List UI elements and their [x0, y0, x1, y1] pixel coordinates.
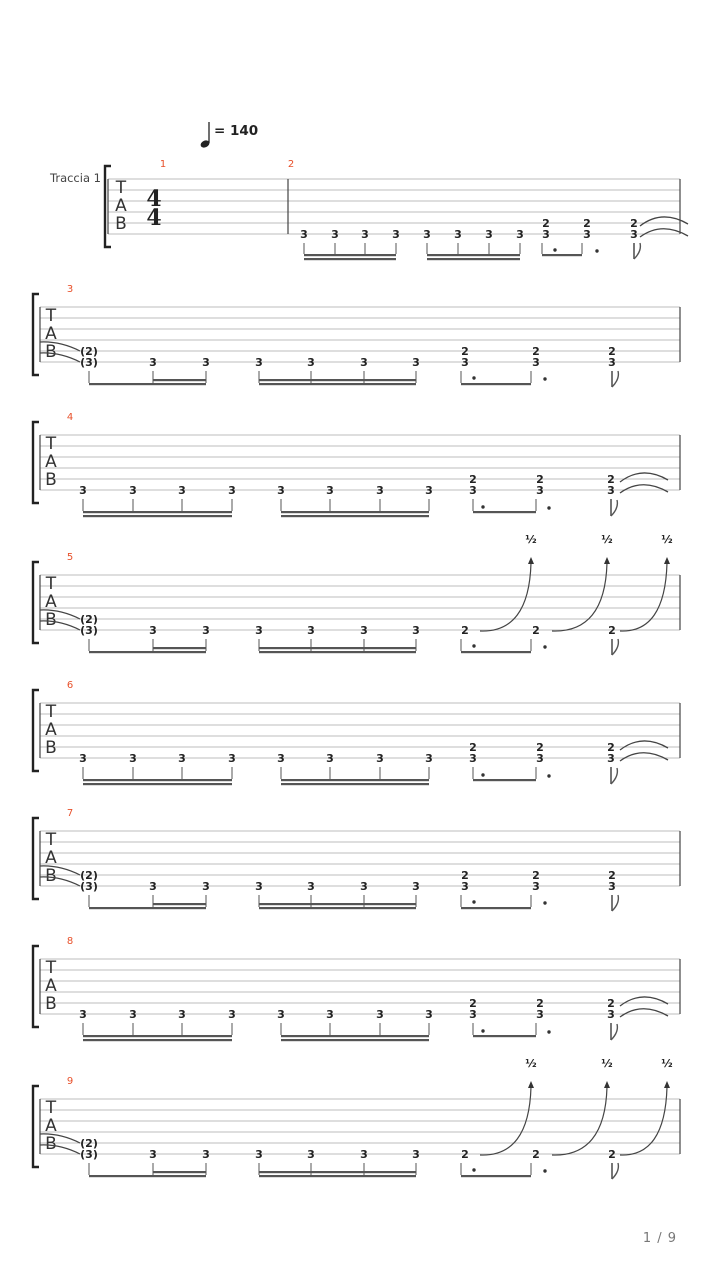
fret-number: 3: [536, 752, 544, 765]
fret-number: 3: [536, 1008, 544, 1021]
beam: [427, 254, 520, 256]
fret-number: 2: [461, 624, 469, 637]
beam: [427, 258, 520, 260]
fret-number: 3: [307, 356, 315, 369]
measure-number: 4: [66, 412, 74, 423]
fret-number: 3: [376, 484, 384, 497]
tie-out: [620, 1009, 668, 1017]
fret-number: 3: [255, 1148, 263, 1161]
fret-number: 3: [630, 228, 638, 241]
page-indicator: 1 / 9: [642, 1231, 677, 1246]
beam: [304, 254, 396, 256]
fret-number: 3: [469, 1008, 477, 1021]
tab-letter: T: [45, 830, 57, 850]
beam: [259, 651, 416, 653]
beam: [281, 1035, 429, 1037]
dot: [547, 774, 550, 777]
fret-number: 3: [331, 228, 339, 241]
measure-number: 9: [66, 1076, 74, 1087]
fret-number: 3: [277, 752, 285, 765]
fret-number: 3: [255, 624, 263, 637]
system-bracket: [33, 946, 39, 1027]
fret-number: 3: [326, 484, 334, 497]
beam: [259, 907, 416, 909]
beam: [259, 383, 416, 385]
fret-number: 3: [326, 1008, 334, 1021]
fret-number: 2: [607, 473, 615, 486]
dot: [595, 249, 598, 252]
fret-number: 3: [307, 1148, 315, 1161]
tab-letter: A: [115, 196, 127, 216]
tab-letter: A: [45, 720, 57, 740]
tab-letter: B: [45, 342, 57, 362]
fret-number: 3: [376, 752, 384, 765]
fret-number: 3: [454, 228, 462, 241]
bend-label: ½: [525, 1057, 537, 1070]
tab-letter: A: [45, 452, 57, 472]
beam: [83, 1039, 232, 1041]
beam: [461, 907, 531, 909]
beam: [89, 907, 206, 909]
system-3: [33, 284, 680, 387]
fret-number: 2: [469, 473, 477, 486]
beam: [281, 1039, 429, 1041]
tab-letter: T: [45, 574, 57, 594]
system-5: [33, 533, 680, 655]
fret-number: 3: [412, 624, 420, 637]
beam: [89, 1175, 206, 1177]
fret-number: 3: [149, 624, 157, 637]
bend-arrow-icon: [664, 557, 670, 564]
beam: [281, 511, 429, 513]
dot: [543, 1169, 546, 1172]
beam: [153, 647, 206, 649]
tab-letter: B: [45, 470, 57, 490]
tab-letter: B: [115, 214, 127, 234]
bend-label: ½: [661, 533, 673, 546]
measure-number: 8: [66, 936, 74, 947]
fret-number: 3: [392, 228, 400, 241]
bend-label: ½: [525, 533, 537, 546]
fret-number: 3: [360, 1148, 368, 1161]
dot: [547, 1030, 550, 1033]
tied-fret: (2): [80, 613, 98, 626]
beam: [461, 651, 531, 653]
track-name: Traccia 1: [50, 171, 101, 185]
tab-letter: T: [115, 178, 127, 198]
beam: [83, 1035, 232, 1037]
fret-number: 3: [425, 752, 433, 765]
tied-fret: (3): [80, 880, 98, 893]
fret-number: 3: [412, 1148, 420, 1161]
fret-number: 2: [532, 1148, 540, 1161]
system-8: [33, 936, 680, 1041]
measure-number: 2: [287, 159, 295, 170]
fret-number: 2: [536, 997, 544, 1010]
system-bracket: [33, 294, 39, 375]
measure-number: 1: [159, 159, 167, 170]
bend-label: ½: [661, 1057, 673, 1070]
bend-label: ½: [601, 1057, 613, 1070]
system-4: [33, 412, 680, 517]
dot: [472, 900, 475, 903]
dot: [472, 644, 475, 647]
fret-number: 3: [277, 1008, 285, 1021]
tab-letter: B: [45, 1134, 57, 1154]
fret-number: 3: [412, 356, 420, 369]
system-bracket: [33, 690, 39, 771]
tie-out: [620, 473, 668, 482]
time-signature-top: 4: [146, 186, 162, 212]
fret-number: 2: [532, 624, 540, 637]
beam: [461, 1175, 531, 1177]
beam: [153, 379, 206, 381]
beam: [83, 779, 232, 781]
tie-out: [640, 229, 688, 237]
fret-number: 2: [469, 997, 477, 1010]
bend-label: ½: [601, 533, 613, 546]
fret-number: 3: [542, 228, 550, 241]
tab-letter: T: [45, 958, 57, 978]
tempo-value: = 140: [214, 123, 259, 139]
flag: [611, 768, 617, 784]
measure-number: 3: [66, 284, 74, 295]
tie-out: [620, 741, 668, 750]
fret-number: 3: [532, 356, 540, 369]
fret-number: 3: [326, 752, 334, 765]
bend-arrow-icon: [528, 557, 534, 564]
tab-letter: B: [45, 994, 57, 1014]
tab-letter: B: [45, 610, 57, 630]
fret-number: 3: [129, 1008, 137, 1021]
fret-number: 2: [607, 997, 615, 1010]
fret-number: 3: [376, 1008, 384, 1021]
fret-number: 3: [608, 880, 616, 893]
dot: [481, 505, 484, 508]
fret-number: 2: [608, 1148, 616, 1161]
fret-number: 3: [178, 752, 186, 765]
fret-number: 3: [228, 484, 236, 497]
fret-number: 3: [228, 1008, 236, 1021]
fret-number: 3: [360, 880, 368, 893]
fret-number: 3: [202, 624, 210, 637]
fret-number: 3: [536, 484, 544, 497]
beam: [259, 647, 416, 649]
dot: [547, 506, 550, 509]
tab-letter: T: [45, 434, 57, 454]
fret-number: 2: [461, 869, 469, 882]
fret-number: 2: [536, 741, 544, 754]
tab-letter: B: [45, 738, 57, 758]
system-7: [33, 808, 680, 911]
beam: [281, 515, 429, 517]
tab-letter: B: [45, 866, 57, 886]
tied-fret: (3): [80, 356, 98, 369]
beam: [89, 383, 206, 385]
fret-number: 3: [425, 1008, 433, 1021]
fret-number: 3: [129, 752, 137, 765]
tie-out: [620, 753, 668, 761]
fret-number: 3: [149, 356, 157, 369]
fret-number: 2: [461, 1148, 469, 1161]
fret-number: 3: [79, 1008, 87, 1021]
tie-out: [620, 485, 668, 493]
beam: [89, 651, 206, 653]
bend-arrow-icon: [604, 557, 610, 564]
dot: [481, 1029, 484, 1032]
fret-number: 2: [607, 741, 615, 754]
beam: [473, 1035, 536, 1037]
fret-number: 2: [608, 869, 616, 882]
tied-fret: (2): [80, 345, 98, 358]
fret-number: 3: [202, 880, 210, 893]
fret-number: 3: [516, 228, 524, 241]
fret-number: 3: [485, 228, 493, 241]
beam: [259, 379, 416, 381]
fret-number: 3: [255, 356, 263, 369]
system-bracket: [33, 818, 39, 899]
fret-number: 3: [307, 624, 315, 637]
fret-number: 3: [277, 484, 285, 497]
flag: [612, 639, 618, 655]
system-6: [33, 680, 680, 785]
fret-number: 3: [425, 484, 433, 497]
fret-number: 3: [583, 228, 591, 241]
beam: [304, 258, 396, 260]
beam: [153, 903, 206, 905]
bend-arrow-icon: [604, 1081, 610, 1088]
bend-arrow-icon: [664, 1081, 670, 1088]
fret-number: 3: [412, 880, 420, 893]
tie-out: [640, 217, 688, 226]
beam: [83, 515, 232, 517]
flag: [612, 895, 618, 911]
fret-number: 3: [228, 752, 236, 765]
beam: [461, 383, 531, 385]
beam: [153, 1171, 206, 1173]
fret-number: 2: [536, 473, 544, 486]
fret-number: 2: [542, 217, 550, 230]
fret-number: 3: [202, 356, 210, 369]
system-1: [105, 159, 688, 260]
bend-arrow-icon: [528, 1081, 534, 1088]
dot: [472, 1168, 475, 1171]
tied-fret: (2): [80, 1137, 98, 1150]
fret-number: 3: [202, 1148, 210, 1161]
beam: [259, 903, 416, 905]
fret-number: 3: [608, 356, 616, 369]
fret-number: 3: [178, 484, 186, 497]
tied-fret: (3): [80, 624, 98, 637]
dot: [543, 377, 546, 380]
dot: [481, 773, 484, 776]
fret-number: 3: [469, 752, 477, 765]
fret-number: 3: [361, 228, 369, 241]
flag: [612, 1163, 618, 1179]
fret-number: 3: [307, 880, 315, 893]
beam: [281, 783, 429, 785]
tab-letter: A: [45, 592, 57, 612]
flag: [611, 1024, 617, 1040]
fret-number: 3: [461, 880, 469, 893]
tab-letter: T: [45, 306, 57, 326]
fret-number: 2: [532, 869, 540, 882]
system-9: [33, 1057, 680, 1179]
measure-number: 6: [66, 680, 74, 691]
system-bracket: [33, 1086, 39, 1167]
fret-number: 2: [608, 624, 616, 637]
fret-number: 3: [532, 880, 540, 893]
fret-number: 2: [608, 345, 616, 358]
dot: [472, 376, 475, 379]
fret-number: 3: [607, 484, 615, 497]
beam: [281, 779, 429, 781]
beam: [259, 1171, 416, 1173]
tied-fret: (3): [80, 1148, 98, 1161]
tied-fret: (2): [80, 869, 98, 882]
fret-number: 2: [461, 345, 469, 358]
fret-number: 2: [469, 741, 477, 754]
fret-number: 3: [149, 1148, 157, 1161]
fret-number: 3: [469, 484, 477, 497]
system-bracket: [33, 422, 39, 503]
fret-number: 3: [255, 880, 263, 893]
fret-number: 3: [149, 880, 157, 893]
dot: [543, 901, 546, 904]
measure-number: 5: [66, 552, 74, 563]
system-bracket: [33, 562, 39, 643]
beam: [473, 779, 536, 781]
tab-letter: A: [45, 1116, 57, 1136]
tab-letter: T: [45, 702, 57, 722]
tab-letter: T: [45, 1098, 57, 1118]
fret-number: 3: [79, 484, 87, 497]
fret-number: 3: [178, 1008, 186, 1021]
fret-number: 3: [360, 356, 368, 369]
fret-number: 3: [129, 484, 137, 497]
fret-number: 3: [607, 1008, 615, 1021]
flag: [612, 371, 618, 387]
dot: [543, 645, 546, 648]
flag: [634, 243, 640, 259]
beam: [259, 1175, 416, 1177]
tie-out: [620, 997, 668, 1006]
fret-number: 2: [532, 345, 540, 358]
fret-number: 2: [630, 217, 638, 230]
tab-letter: A: [45, 976, 57, 996]
fret-number: 3: [360, 624, 368, 637]
dot: [553, 248, 556, 251]
fret-number: 3: [300, 228, 308, 241]
fret-number: 3: [423, 228, 431, 241]
fret-number: 3: [79, 752, 87, 765]
flag: [611, 500, 617, 516]
tab-letter: A: [45, 324, 57, 344]
beam: [542, 254, 582, 256]
fret-number: 3: [607, 752, 615, 765]
fret-number: 2: [583, 217, 591, 230]
time-signature-bottom: 4: [146, 205, 162, 231]
beam: [473, 511, 536, 513]
fret-number: 3: [461, 356, 469, 369]
beam: [83, 783, 232, 785]
beam: [83, 511, 232, 513]
measure-number: 7: [66, 808, 74, 819]
tab-letter: A: [45, 848, 57, 868]
tempo-marking: [199, 122, 258, 149]
